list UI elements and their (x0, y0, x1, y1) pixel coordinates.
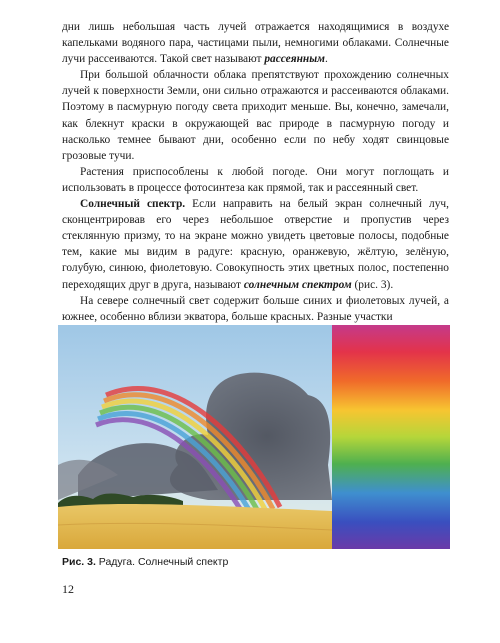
solar-spectrum-strip (332, 325, 450, 549)
body-text (62, 19, 449, 325)
term-solar-spectrum: солнечным спектром (243, 278, 352, 291)
paragraph-4: Солнечный спектр. Если направить на белый экран солнечный луч, сконцентрировав его через небольшое отверстие и пропустив через стеклянную призму, то на экране можно увидеть цветовые полосы, подобные тем, какие мы видим в радуге: красную, оранжевую, жёлтую, зелёную, голубую, синюю, фиолетовую. Совокупность этих цветных полос, постепенно переходящих друг в друга, называют солнечным спектром (рис. 3). (62, 198, 449, 291)
paragraph-1: дни лишь небольшая часть лучей отражается находящимися в воздухе капельками водяного пара, частицами пыли, немногими облаками. Солнечные лучи рассеиваются. Такой свет называют рассеянным. (62, 21, 449, 66)
figure-caption (62, 556, 228, 568)
term-scattered: рассеянным (264, 53, 325, 66)
paragraph-5: На севере солнечный свет содержит больше синих и фиолетовых лучей, а южнее, особенно вблизи экватора, больше красных. Разные участки (62, 294, 449, 323)
rainbow-landscape (58, 325, 332, 549)
figure-rainbow-spectrum (58, 325, 450, 549)
paragraph-2: При большой облачности облака препятствуют прохождению солнечных лучей к поверхности Земли, они сильно отражаются и рассеиваются облаками. Поэтому в пасмурную погоду света приходит меньше. Вы, конечно, замечали, как блекнут краски в окружающей вас природе в пасмурную погоду и насколько темнее бывают дни, особенно если по небу ходят свинцовые грозовые тучи. (62, 69, 449, 162)
caption-text: Радуга. Солнечный спектр (95, 556, 229, 568)
section-lead: Солнечный спектр. (80, 198, 186, 211)
page-number: 12 (62, 582, 74, 596)
caption-label: Рис. 3. (62, 556, 96, 568)
paragraph-3: Растения приспособлены к любой погоде. Они могут поглощать и использовать в процессе фотосинтеза как прямой, так и рассеянный свет. (62, 165, 449, 194)
figure-illustration (58, 325, 450, 549)
